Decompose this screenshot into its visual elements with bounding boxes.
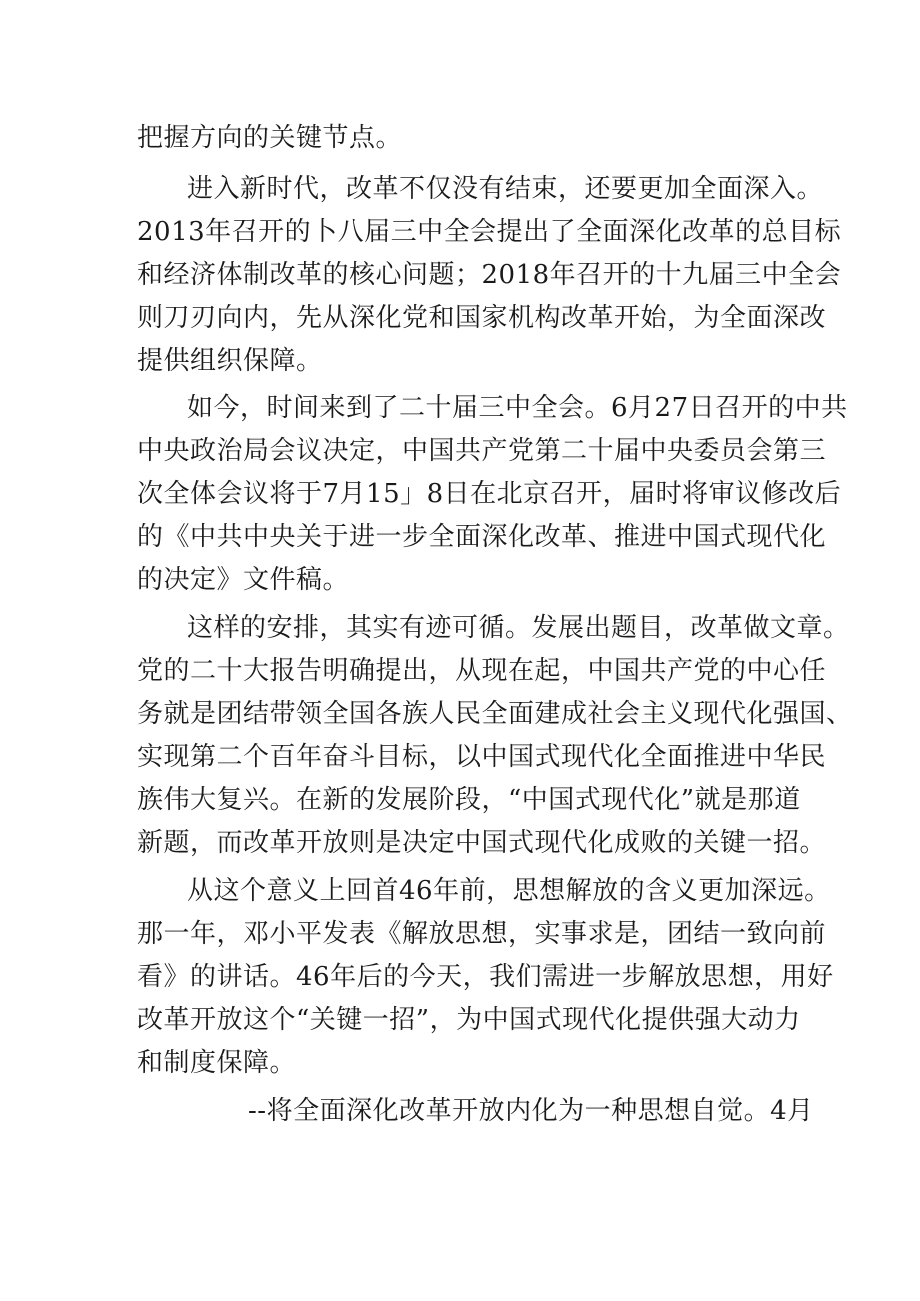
text-line: 和制度保障。: [137, 1048, 297, 1078]
text-line: 则刀刃向内，先从深化党和国家机构改革开始，为全面深改: [137, 303, 827, 333]
text-line: 把握方向的关键节点。: [137, 123, 403, 153]
text-line: 的《中共中央关于进一步全面深化改革、推进中国式现代化: [137, 522, 827, 552]
text-line: 实现第二个百年奋斗目标，以中国式现代化全面推进中华民: [137, 742, 827, 772]
text-line: 务就是团结带领全国各族人民全面建成社会主义现代化强国、: [137, 699, 853, 729]
text-line: 中央政治局会议决定，中国共产党第二十届中央委员会第三: [137, 436, 827, 466]
text-line: 新题，而改革开放则是决定中国式现代化成败的关键一招。: [137, 828, 827, 858]
paragraph-start-line: 如今，时间来到了二十届三中全会。6月27日召开的中共: [187, 393, 848, 423]
text-line: 改革开放这个“关键一招”，为中国式现代化提供强大动力: [137, 1005, 801, 1035]
text-line: 看》的讲话。46年后的今天，我们需进一步解放思想，用好: [137, 962, 834, 992]
text-line: 提供组织保障。: [137, 346, 323, 376]
paragraph-start-line: 这样的安排，其实有迹可循。发展出题目，改革做文章。: [187, 613, 850, 643]
text-line: 族伟大复兴。在新的发展阶段，“中国式现代化”就是那道: [137, 785, 801, 815]
paragraph-start-line: 从这个意义上回首46年前，思想解放的含义更加深远。: [187, 876, 831, 906]
text-line: 2013年召开的卜八届三中全会提出了全面深化改革的总目标: [137, 217, 842, 247]
text-line: 次全体会议将于7月15」8日在北京召开，届时将审议修改后: [137, 479, 842, 509]
text-line: 那一年，邓小平发表《解放思想，实事求是，团结一致向前: [137, 919, 827, 949]
text-line: 和经济体制改革的核心问题；2018年召开的十九届三中全会: [137, 260, 842, 290]
text-line: 党的二十大报告明确提出，从现在起，中国共产党的中心任: [137, 656, 827, 686]
section-heading-line: --将全面深化改革开放内化为一种思想自觉。4月: [248, 1096, 814, 1126]
paragraph-start-line: 进入新时代，改革不仅没有结束，还要更加全面深入。: [187, 174, 824, 204]
text-line: 的决定》文件稿。: [137, 565, 350, 595]
